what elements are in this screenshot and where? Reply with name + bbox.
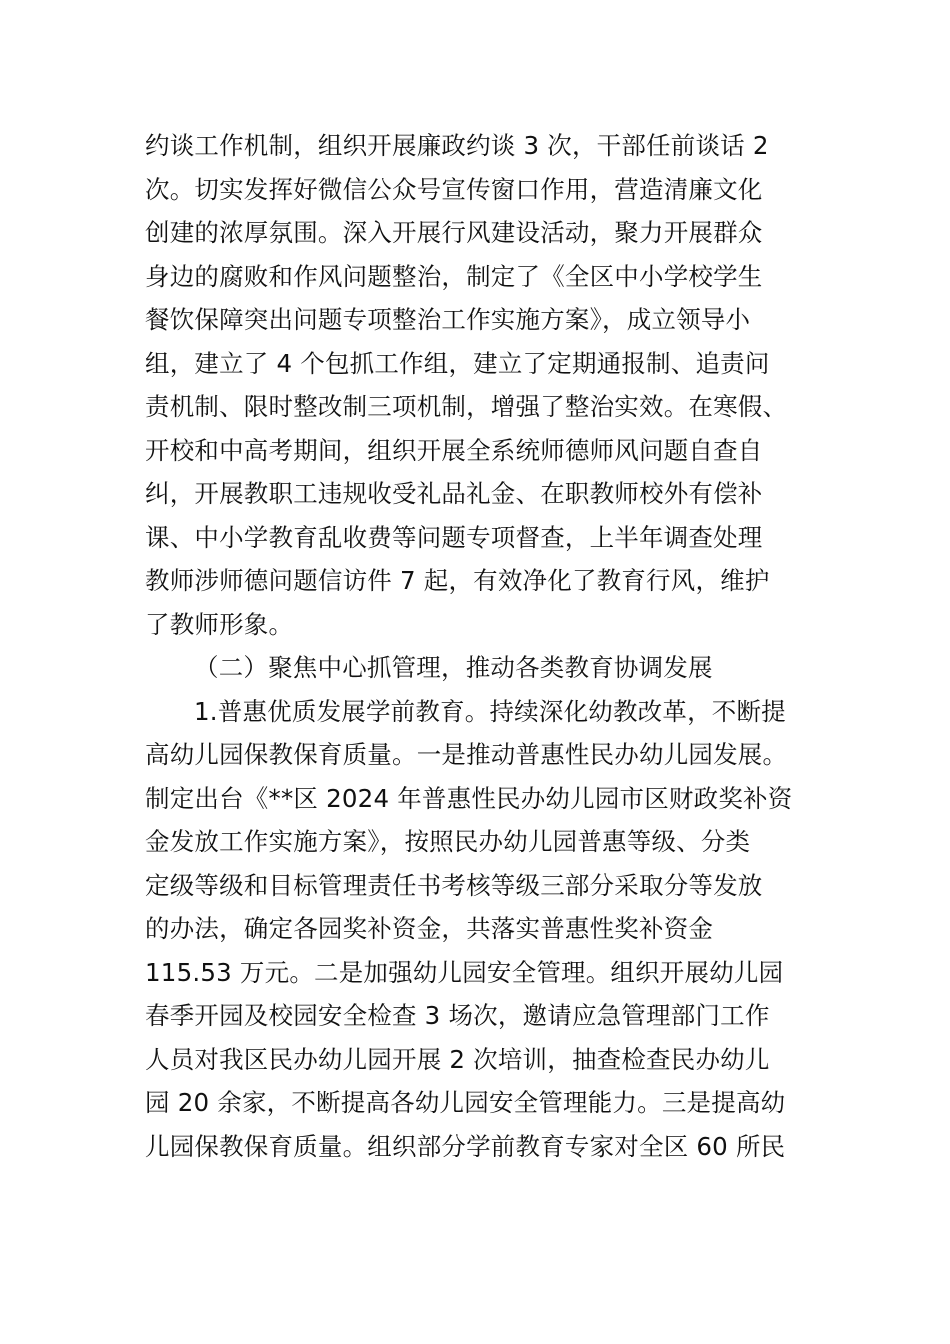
- text-line: 儿园保教保育质量。组织部分学前教育专家对全区 60 所民: [145, 1131, 786, 1161]
- text-line: 身边的腐败和作风问题整治，制定了《全区中小学校学生: [145, 261, 763, 291]
- text-line: 制定出台《**区 2024 年普惠性民办幼儿园市区财政奖补资: [145, 783, 793, 813]
- text-line: 餐饮保障突出问题专项整治工作实施方案》，成立领导小: [145, 305, 751, 334]
- text-line: 组，建立了 4 个包抓工作组，建立了定期通报制、追责问: [145, 348, 770, 378]
- section-heading: （二）聚焦中心抓管理，推动各类教育协调发展: [194, 653, 713, 682]
- text-line: 定级等级和目标管理责任书考核等级三部分采取分等发放: [145, 870, 763, 900]
- text-line: 次。切实发挥好微信公众号宣传窗口作用，营造清廉文化: [145, 174, 763, 204]
- text-line: 开校和中高考期间，组织开展全系统师德师风问题自查自: [145, 435, 763, 465]
- text-line: 人员对我区民办幼儿园开展 2 次培训，抽查检查民办幼儿: [145, 1044, 770, 1074]
- text-line: 春季开园及校园安全检查 3 场次，邀请应急管理部门工作: [145, 1001, 770, 1030]
- body-text: [145, 124, 810, 1168]
- text-line: 约谈工作机制，组织开展廉政约谈 3 次，干部任前谈话 2: [145, 131, 769, 160]
- text-line: 创建的浓厚氛围。深入开展行风建设活动，聚力开展群众: [145, 218, 763, 247]
- text-line: 纠，开展教职工违规收受礼品礼金、在职教师校外有偿补: [145, 479, 763, 508]
- text-line: 金发放工作实施方案》，按照民办幼儿园普惠等级、分类: [145, 827, 751, 856]
- text-line: 了教师形象。: [145, 609, 294, 639]
- text-line: 教师涉师德问题信访件 7 起，有效净化了教育行风，维护: [145, 566, 770, 595]
- text-line: 课、中小学教育乱收费等问题专项督查，上半年调查处理: [145, 522, 763, 552]
- text-line: 园 20 余家，不断提高各幼儿园安全管理能力。三是提高幼: [145, 1088, 786, 1117]
- text-line: 的办法，确定各园奖补资金，共落实普惠性奖补资金: [145, 914, 714, 943]
- text-line: 1.普惠优质发展学前教育。持续深化幼教改革，不断提: [194, 696, 786, 726]
- text-line: 115.53 万元。二是加强幼儿园安全管理。组织开展幼儿园: [145, 957, 784, 987]
- text-line: 责机制、限时整改制三项机制，增强了整治实效。在寒假、: [145, 392, 788, 421]
- text-line: 高幼儿园保教保育质量。一是推动普惠性民办幼儿园发展。: [145, 740, 788, 769]
